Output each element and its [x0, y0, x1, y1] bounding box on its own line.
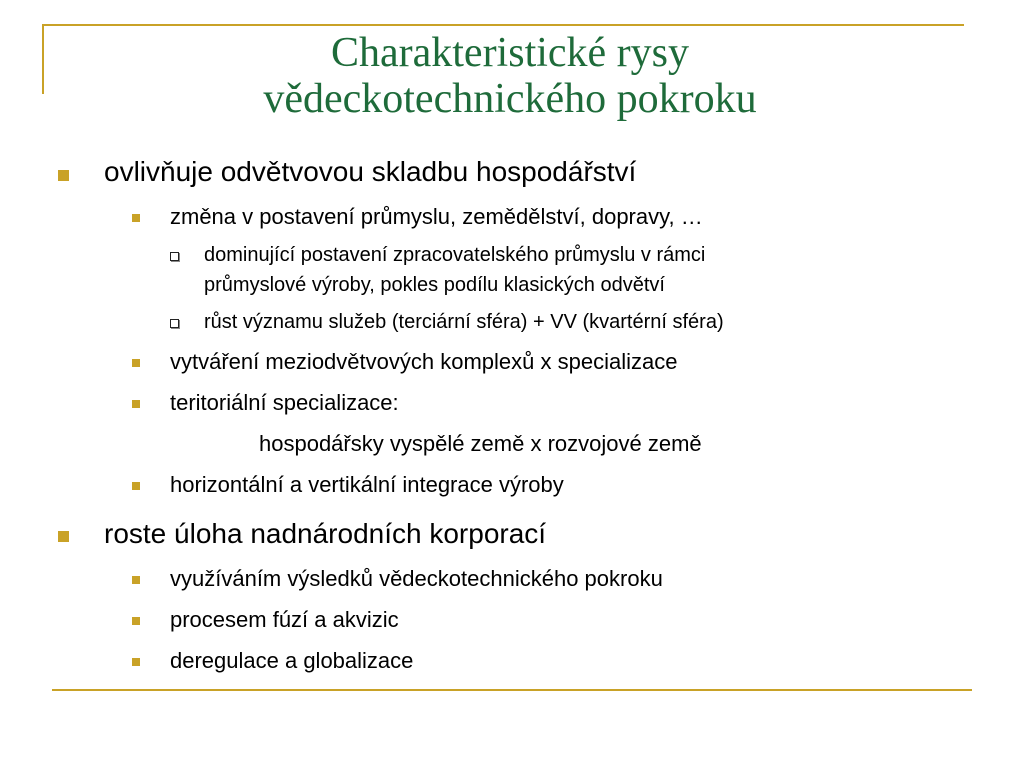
- bullet-level3-text: růst významu služeb (terciární sféra) + VV (kvartérní sféra): [204, 311, 724, 333]
- bullet-level2-text: využíváním výsledků vědeckotechnického pokroku: [170, 566, 663, 591]
- square-bullet-icon: [132, 658, 140, 666]
- square-bullet-icon: [132, 214, 140, 222]
- indented-text: hospodářsky vyspělé země x rozvojové země: [259, 431, 702, 456]
- square-bullet-icon: [132, 482, 140, 490]
- square-bullet-icon: [58, 170, 69, 181]
- bullet-level2-text: horizontální a vertikální integrace výroby: [170, 472, 564, 497]
- slide-title-line-1: Charakteristické rysy: [330, 30, 690, 76]
- bullet-level3-text: dominující postavení zpracovatelského průmyslu v rámci: [204, 244, 706, 266]
- hollow-square-bullet-icon: [170, 252, 179, 261]
- bullet-level1-text: ovlivňuje odvětvovou skladbu hospodářství: [104, 156, 637, 187]
- frame-bottom-line: [52, 689, 972, 691]
- frame-top-line: [42, 24, 964, 26]
- hollow-square-bullet-icon: [170, 319, 179, 328]
- bullet-level1-text: roste úloha nadnárodních korporací: [104, 518, 547, 549]
- square-bullet-icon: [132, 359, 140, 367]
- slide-title: [60, 30, 960, 122]
- bullet-level2-text: vytváření meziodvětvových komplexů x specializace: [170, 349, 678, 374]
- bullet-level2-text: teritoriální specializace:: [170, 390, 399, 415]
- square-bullet-icon: [58, 531, 69, 542]
- slide-title-line-2: vědeckotechnického pokroku: [263, 76, 757, 122]
- square-bullet-icon: [132, 617, 140, 625]
- bullet-level2-text: deregulace a globalizace: [170, 648, 414, 673]
- square-bullet-icon: [132, 576, 140, 584]
- frame-left-line: [42, 24, 44, 94]
- bullet-level2-text: změna v postavení průmyslu, zemědělství, dopravy, …: [170, 204, 703, 229]
- square-bullet-icon: [132, 400, 140, 408]
- bullet-level2-text: procesem fúzí a akvizic: [170, 607, 399, 632]
- bullet-level3-text-continued: průmyslové výroby, pokles podílu klasických odvětví: [204, 274, 665, 296]
